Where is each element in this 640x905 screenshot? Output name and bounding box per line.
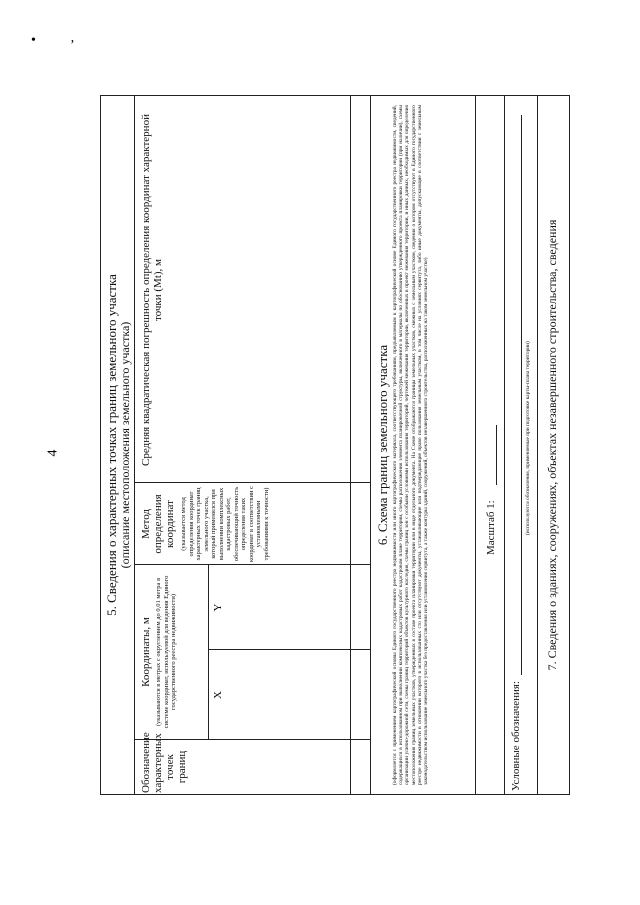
section5-title: 5. Сведения о характерных точках границ земельного участка (104, 274, 119, 616)
rotated-form (100, 95, 570, 795)
col-method: Метод определения координат (140, 494, 176, 554)
scan-mark-1: • (31, 33, 36, 48)
col-method-note: (указывается метод определения координат характерных точек границ земельного участка, который применялся при выполнении комплексных кадастровых работ, обеспечивающий точность определения таких координат в соответствии с установленными требованиями к точности) (180, 486, 270, 562)
scale-label: Масштаб 1: (485, 500, 497, 555)
section5-subtitle: (описание местоположения земельного участка) (118, 321, 132, 569)
page-number: 4 (45, 449, 61, 457)
col-coordinates: Координаты, м (140, 617, 152, 687)
col-accuracy: Средняя квадратическая погрешность определения координат характерной точки (Mt), м (140, 114, 164, 466)
legend-note: (используются обозначения, применяемые при подготовке карты-плана территории) (525, 341, 531, 535)
section6-title: 6. Схема границ земельного участка (375, 344, 390, 546)
col-coordinates-note: (указываются в метрах с округлением до 0,01 метра в системе координат, используемой для ведения Единого государственного реестра недвижимости) (155, 575, 177, 729)
section6-paragraph: (оформляется с применением картографической основы Единого государственного реестра недвижимости или иного картографического материала, соответствующего требованиям, предъявляемым к картографической основе Единого государственного реестра недвижимости, сведений, содержащихся в использованном при выполнении комплексных кадастровых работ кадастровом плане территории, схемы расположения элемента планировочной структуры, включенного в материалы по обоснованию утвержденного проекта планировки территории (при наличии), схемы организации улично-дорожной сети, схемы границ территорий объектов культурного наследия, схемы границ зон с особыми условиями использования территорий, чертежей межевания территории, включенных в проект межевания территории, и иных данных, необходимых для определения местоположения границ земельных участков, утвержденных в составе проекта планировки территории или в виде отдельного документа. На Схеме отображаются границы земельных участков, смежных с земельным участком, сведения о котором отсутствуют в Единого государственного реестре недвижимости в отношении которого в использованных сто или отсутствуют документы, устанавливающие или подтверждающие право пользования земельным участком, в том числе на условиях сервитута, либо иные документы, допускающие в соответствии с земельным законодательством использование земельного участка без предоставления или установления сервитута, а также контуры зданий, сооружений, объектов незавершенного строительства, расположенных на таком земельном участке) (392, 105, 430, 785)
scan-mark-2: ’ (70, 38, 75, 53)
col-x: X (212, 691, 224, 699)
col-y: Y (212, 603, 224, 612)
legend-label: Условные обозначения: (510, 680, 522, 791)
col-designation: Обозначение характерных точек границ (140, 732, 188, 793)
section7-title: 7. Сведения о зданиях, сооружениях, объектах незавершенного строительства, сведения (545, 219, 559, 671)
